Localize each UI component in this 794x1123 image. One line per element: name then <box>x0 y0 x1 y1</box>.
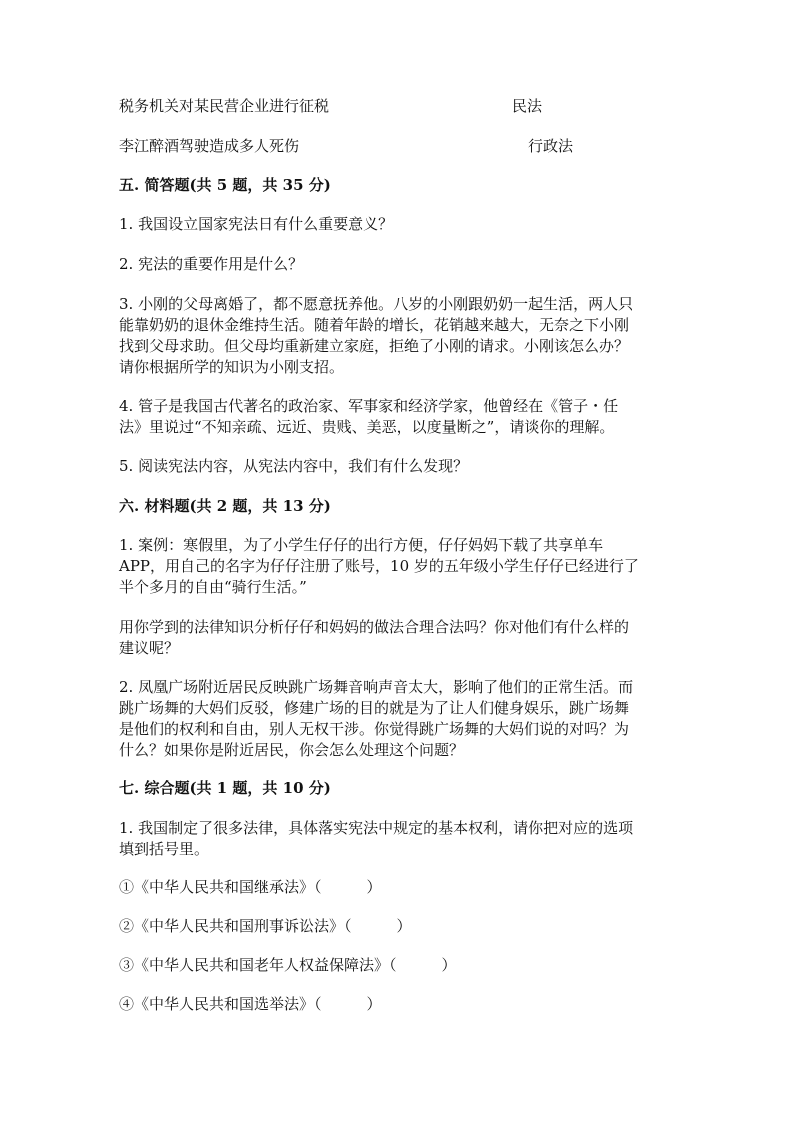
section-5-question-1: 1. 我国设立国家宪法日有什么重要意义？ <box>119 215 394 233</box>
section-5-question-3-line-2: 能靠奶奶的退休金维持生活。随着年龄的增长，花销越来越大，无奈之下小刚 <box>119 316 630 334</box>
section-6-question-1-line-1: 1. 案例：寒假里，为了小学生仔仔的出行方便，仔仔妈妈下载了共享单车 <box>119 536 604 554</box>
section-6-question-1-line-2: APP，用自己的名字为仔仔注册了账号，10 岁的五年级小学生仔仔已经进行了 <box>119 557 639 575</box>
section-5-question-5: 5. 阅读宪法内容，从宪法内容中，我们有什么发现？ <box>119 457 469 475</box>
section-7-option-3: ③《中华人民共和国老年人权益保障法》（ ） <box>119 956 457 974</box>
section-7-option-2: ②《中华人民共和国刑事诉讼法》（ ） <box>119 917 412 935</box>
section-6-question-2-line-4: 什么？如果你是附近居民，你会怎么处理这个问题？ <box>119 741 465 759</box>
section-7-question-1-line-1: 1. 我国制定了很多法律，具体落实宪法中规定的基本权利，请你把对应的选项 <box>119 819 634 837</box>
section-5-question-3-line-3: 找到父母求助。但父母均重新建立家庭，拒绝了小刚的请求。小刚该怎么办？ <box>119 337 630 355</box>
section-6-question-2-line-3: 是他们的权利和自由，别人无权干涉。你觉得跳广场舞的大妈们说的对吗？为 <box>119 720 630 738</box>
section-5-question-4-line-2: 法》里说过“不知亲疏、远近、贵贱、美恶，以度量断之”，请谈你的理解。 <box>119 418 615 436</box>
section-5-question-4-line-1: 4. 管子是我国古代著名的政治家、军事家和经济学家，他曾经在《管子・任 <box>119 397 619 415</box>
matching-row-2-left: 李江醉酒驾驶造成多人死伤 <box>119 137 300 155</box>
matching-row-1-right: 民法 <box>512 97 543 115</box>
section-5-question-2: 2. 宪法的重要作用是什么？ <box>119 255 304 273</box>
section-5-question-3-line-4: 请你根据所学的知识为小刚支招。 <box>119 358 345 376</box>
section-7-option-4: ④《中华人民共和国选举法》（ ） <box>119 995 382 1013</box>
section-6-question-2-line-1: 2. 凤凰广场附近居民反映跳广场舞音响声音太大，影响了他们的正常生活。而 <box>119 678 634 696</box>
section-6-question-1-ask-line-2: 建议呢？ <box>119 639 180 657</box>
section-5-question-3-line-1: 3. 小刚的父母离婚了，都不愿意抚养他。八岁的小刚跟奶奶一起生活，两人只 <box>119 295 634 313</box>
section-6-question-1-line-3: 半个多月的自由“骑行生活。” <box>119 578 307 596</box>
section-7-heading: 七. 综合题(共 1 题，共 10 分) <box>119 779 331 797</box>
section-7-question-1-line-2: 填到括号里。 <box>119 840 210 858</box>
section-6-question-2-line-2: 跳广场舞的大妈们反驳，修建广场的目的就是为了让人们健身娱乐，跳广场舞 <box>119 699 630 717</box>
matching-row-1-left: 税务机关对某民营企业进行征税 <box>119 97 330 115</box>
matching-row-2-right: 行政法 <box>528 137 574 155</box>
section-6-heading: 六. 材料题(共 2 题，共 13 分) <box>119 497 331 515</box>
section-7-option-1: ①《中华人民共和国继承法》（ ） <box>119 878 382 896</box>
section-5-heading: 五. 简答题(共 5 题，共 35 分) <box>119 176 331 194</box>
section-6-question-1-ask-line-1: 用你学到的法律知识分析仔仔和妈妈的做法合理合法吗？你对他们有什么样的 <box>119 618 630 636</box>
